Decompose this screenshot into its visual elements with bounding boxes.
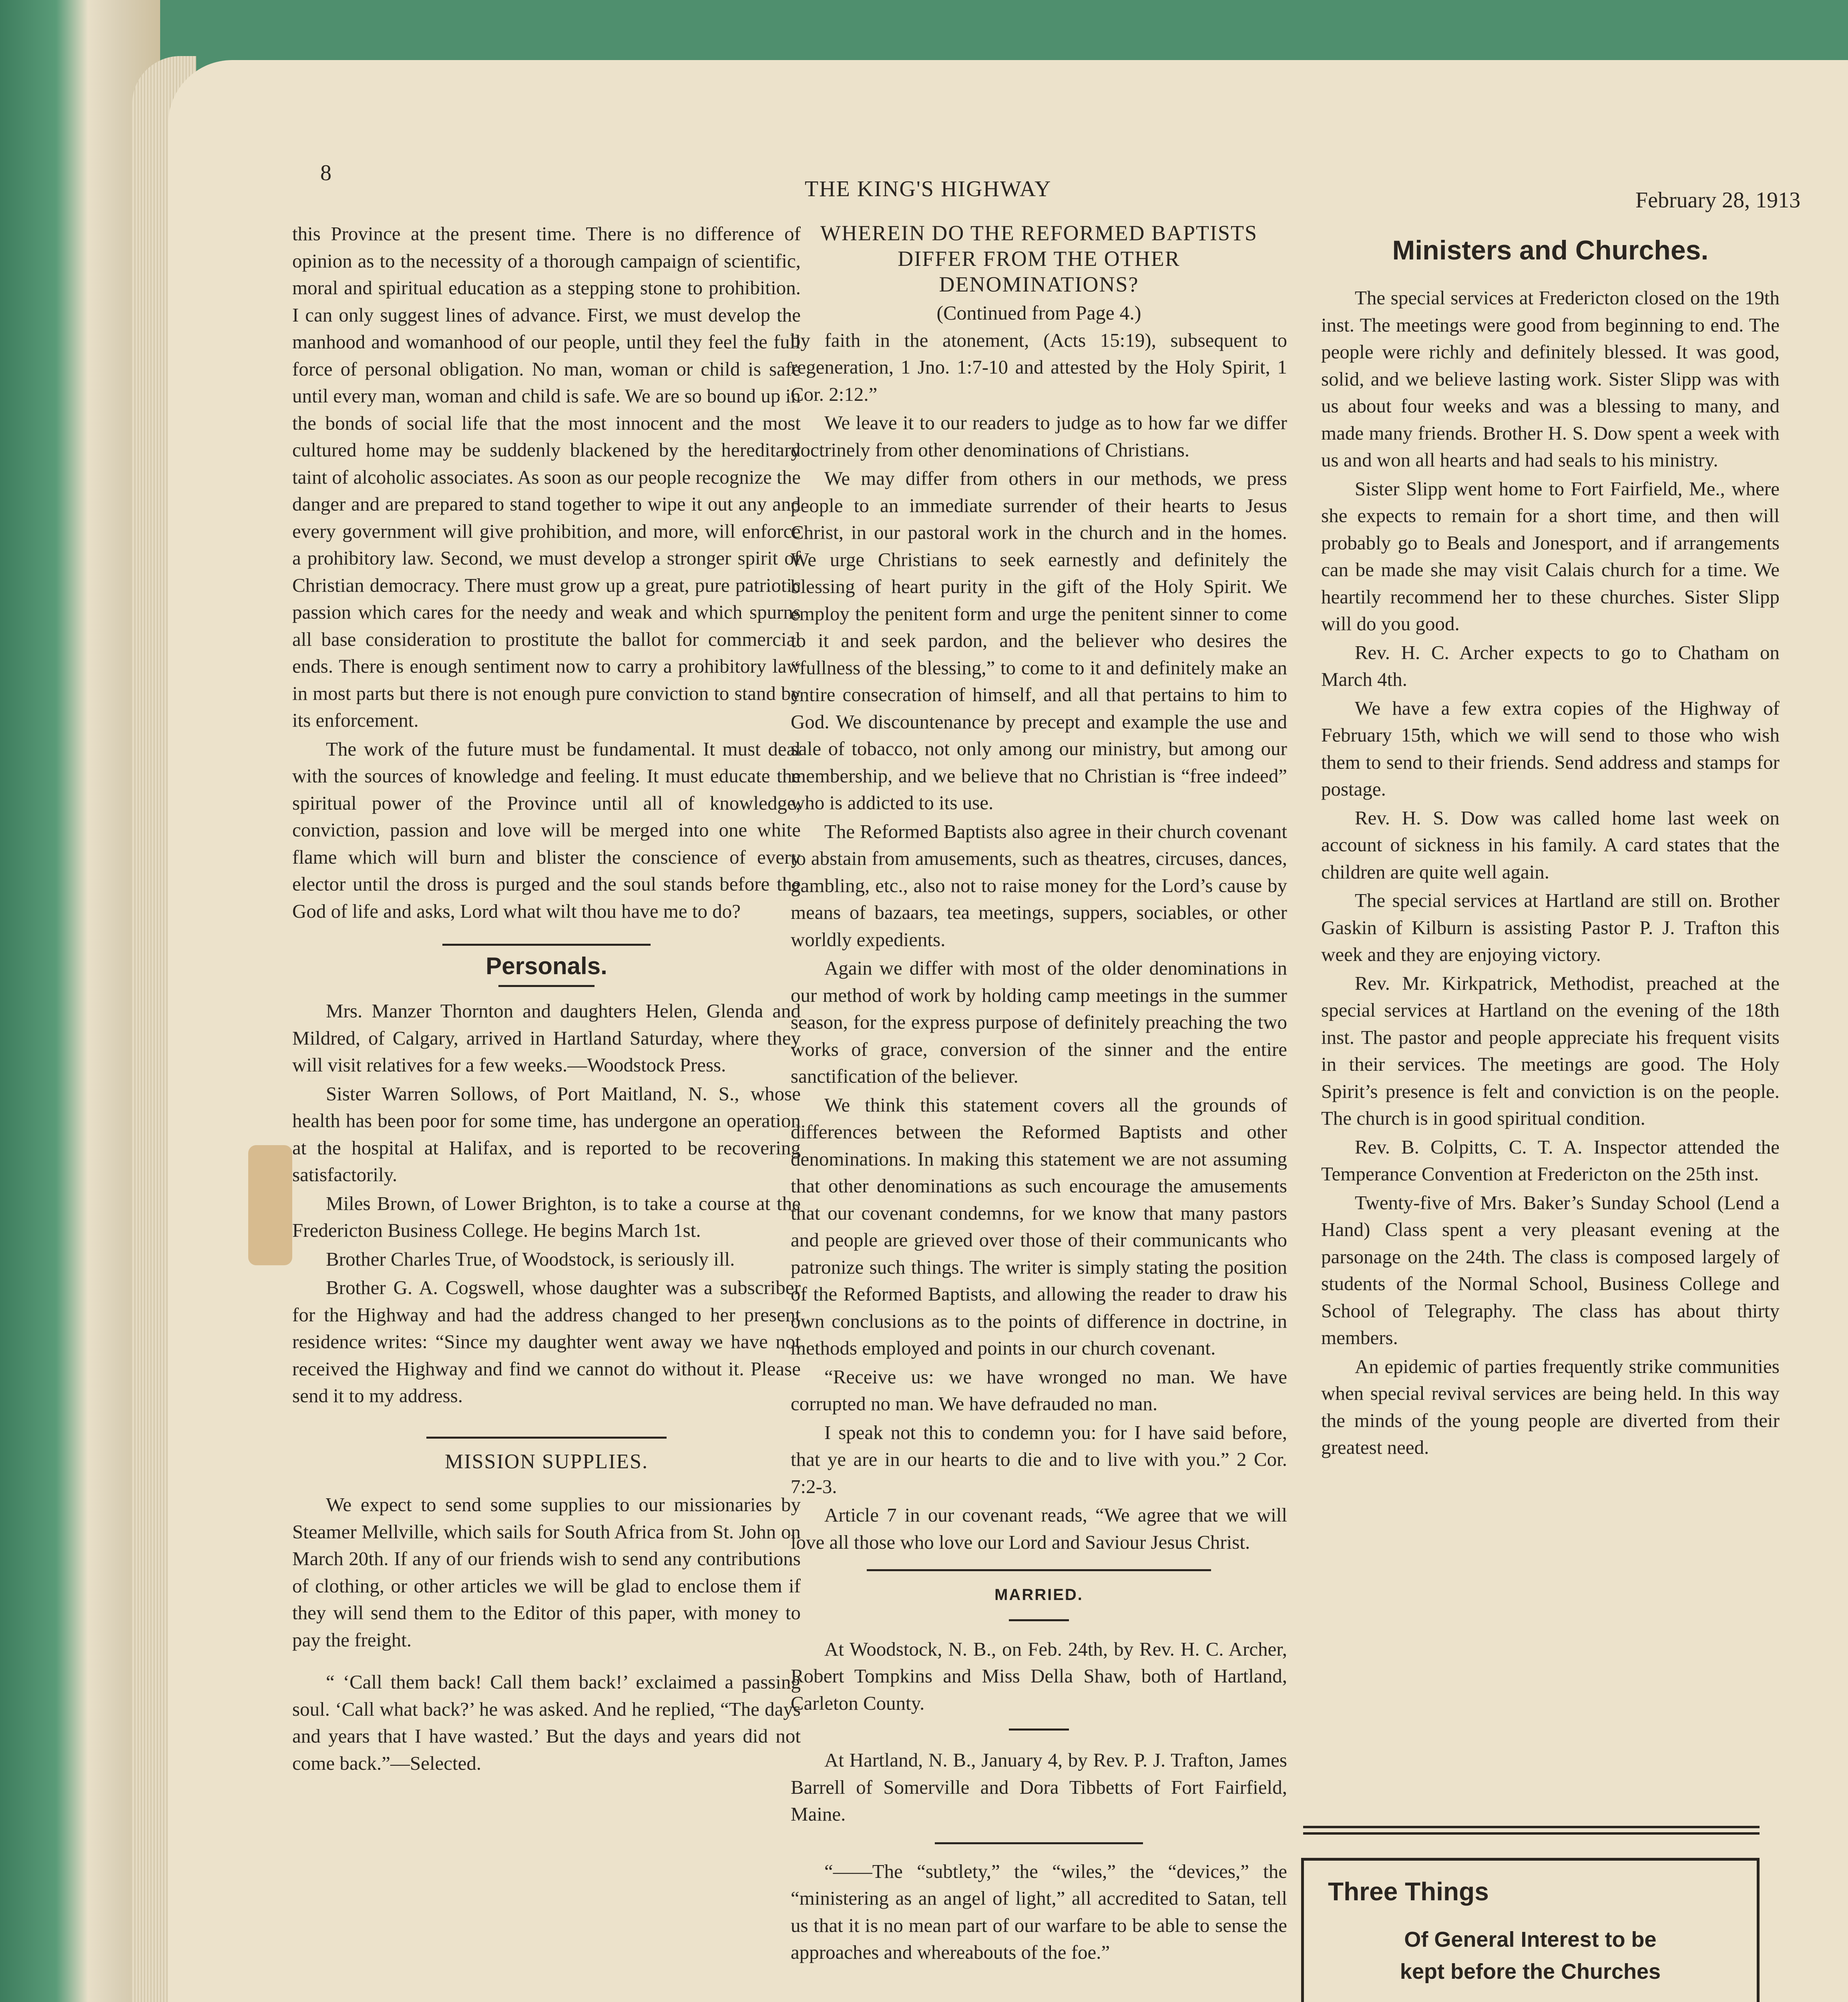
section-title-ministers-churches: Ministers and Churches. [1392,235,1709,265]
divider [1009,1619,1069,1621]
news-item: Rev. Mr. Kirkpatrick, Methodist, preached at the special services at Hartland on the evening of the 18th inst. The pastor and people appreciate his frequent visits in their services. The meetings are good. The Holy Spirit’s presence is felt and conviction is on the people. The church is in good spiritual condition. [1321,972,1780,1129]
news-item: Twenty-five of Mrs. Baker’s Sunday School (Lend a Hand) Class spent a very pleasant evening at the parsonage on the 24th. The class is composed largely of students of the Normal School, Business College and School of Telegraphy. The class has about thirty members. [1321,1191,1780,1349]
article-text: Again we differ with most of the older denominations in our method of work by holding camp meetings in the summer season, for the express purpose of definitely preaching the two works of grace, conversion of the sinner and the entire sanctification of the believer. [791,957,1287,1087]
news-item: Rev. B. Colpitts, C. T. A. Inspector attended the Temperance Convention at Fredericton on the 25th inst. [1321,1136,1780,1185]
page-number: 8 [320,161,332,185]
news-item: An epidemic of parties frequently strike communities when special revival services are being held. In this way the minds of the young people are diverted from their greatest need. [1321,1355,1780,1458]
news-item: Rev. H. C. Archer expects to go to Chatham on March 4th. [1321,641,1780,690]
section-title-personals: Personals. [486,953,607,979]
article-text: by faith in the atonement, (Acts 15:19), subsequent to regeneration, 1 Jno. 1:7-10 and attested by the Holy Spirit, 1 Cor. 2:12.” [791,329,1287,405]
news-item: The special services at Fredericton closed on the 19th inst. The meetings were good from beginning to end. The people were richly and definitely blessed. It was good, solid, and we believe lasting work. Sister Slipp was with us about four weeks and was a blessing to many, and made many friends. Brother H. S. Dow spent a week with us and won all hearts and had seals to his ministry. [1321,287,1780,471]
continued-note: (Continued from Page 4.) [936,302,1141,324]
marriage-notice: At Hartland, N. B., January 4, by Rev. P. J. Trafton, James Barrell of Somerville and Dora Tibbetts of Fort Fairfield, Maine. [791,1749,1287,1825]
divider [935,1842,1143,1844]
article-text: We may differ from others in our methods, we press people to an immediate surrender of their hearts to Jesus Christ, in our pastoral work in the church and in the homes. We urge Christians to seek earnestly and definitely the blessing of heart purity in the gift of the Holy Spirit. We employ the penitent form and urge the penitent sinner to come to it and seek pardon, and the believer who desires the “fullness of the blessing,” to come to it and definitely make an entire consecration of himself, and all that pertains to him to God. We discountenance by precept and example the use and sale of tobacco, not only among our ministry, but among our membership, and we believe that no Christian is “free indeed” who is addicted to its use. [791,467,1287,814]
quote-text: “——The “subtlety,” the “wiles,” the “devices,” the “ministering as an angel of light,” all accredited to Satan, tell us that it is no mean part of our warfare to be able to sense the approaches and whereabouts of the foe.” [791,1860,1287,1963]
article-text: We think this statement covers all the grounds of differences between the Reformed Baptists and other denominations. In making this statement we are not assuming that other denominations as such encourage the amusements that our covenant condemns, for we know that many pastors and people are grieved over those of their communicants who patronize such things. The writer is simply stating the position of the Reformed Baptists, and allowing the reader to draw his own conclusions as to the points of difference in doctrine, in methods employed and points in our church covenant. [791,1093,1287,1359]
quote-text: “ ‘Call them back! Call them back!’ exclaimed a passing soul. ‘Call what back?’ he was asked. And he replied, “The days and years that I have wasted.’ But the days and years did not come back.”—Selected. [292,1671,801,1774]
news-item: Mrs. Manzer Thornton and daughters Helen, Glenda and Mildred, of Calgary, arrived in Hartland Saturday, where they will visit relatives for a few weeks.—Woodstock Press. [292,1000,801,1076]
article-text: The work of the future must be fundamental. It must deal with the sources of knowledge and feeling. It must educate the spiritual power of the Province until all of knowledge, conviction, passion and love will be merged into one white flame which will burn and blister the conscience of every elector until the dross is purged and the soul stands before the God of life and asks, Lord what wilt thou have me to do? [292,738,801,922]
divider [442,944,651,946]
column-3 [1321,220,1780,1461]
ad-subheading: Of General Interest to be [1404,1928,1657,1952]
ad-subheading: kept before the Churches [1400,1960,1661,1984]
issue-date: February 28, 1913 [1635,188,1801,213]
news-item: Miles Brown, of Lower Brighton, is to take a course at the Fredericton Business College. He begins March 1st. [292,1192,801,1241]
marriage-notice: At Woodstock, N. B., on Feb. 24th, by Rev. H. C. Archer, Robert Tompkins and Miss Della Shaw, both of Hartland, Carleton County. [791,1638,1287,1714]
article-text: We leave it to our readers to judge as to how far we differ doctrinely from other denominations of Christians. [791,412,1287,461]
tape-stain [248,1145,292,1265]
section-title-married: MARRIED. [994,1586,1083,1604]
newspaper-title: THE KING'S HIGHWAY [805,177,1052,201]
article-text: The Reformed Baptists also agree in their church covenant to abstain from amusements, such as theatres, circuses, dances, gambling, etc., also not to raise money for the Lord’s cause by means of bazaars, tea meetings, suppers, sociables, or other worldly expedients. [791,820,1287,951]
section-title-mission-supplies: MISSION SUPPLIES. [445,1450,648,1473]
news-item: Rev. H. S. Dow was called home last week on account of sickness in his family. A card states that the children are quite well again. [1321,806,1780,883]
advertisement-box [1301,1858,1760,2002]
ad-heading: Three Things [1328,1877,1489,1906]
news-item: Brother G. A. Cogswell, whose daughter was a subscriber for the Highway and had the address changed to her present residence writes: “Since my daughter went away we have not received the Highway and find we cannot do without it. Please send it to my address. [292,1276,801,1407]
news-item: Sister Slipp went home to Fort Fairfield, Me., where she expects to remain for a short time, and then will probably go to Beals and Jonesport, and if arrangements can be made she may visit Calais church for a time. We heartily recommend her to these churches. Sister Slipp will do you good. [1321,477,1780,635]
news-item: Sister Warren Sollows, of Port Maitland, N. S., whose health has been poor for some time, has undergone an operation at the hospital at Halifax, and is reported to be recovering satisfactorily. [292,1082,801,1186]
article-text: Article 7 in our covenant reads, “We agree that we will love all those who love our Lord and Saviour Jesus Christ. [791,1504,1287,1553]
article-text: We expect to send some supplies to our missionaries by Steamer Mellville, which sails for South Africa from St. John on March 20th. If any of our friends wish to send any contributions of clothing, or other articles we will be glad to enclose them if they will send them to the Editor of this paper, with money to pay the freight. [292,1493,801,1651]
divider [867,1569,1211,1571]
article-text: “Receive us: we have wronged no man. We have corrupted no man. We have defrauded no man. [791,1365,1287,1415]
divider [1009,1729,1069,1731]
article-text: I speak not this to condemn you: for I have said before, that ye are in our hearts to die and to live with you.” 2 Cor. 7:2-3. [791,1421,1287,1497]
column-1 [292,220,801,1777]
news-item: Brother Charles True, of Woodstock, is seriously ill. [326,1248,735,1270]
news-item: The special services at Hartland are still on. Brother Gaskin of Kilburn is assisting Pastor P. J. Trafton this week and they are enjoying victory. [1321,889,1780,965]
article-headline: WHEREIN DO THE REFORMED BAPTISTS DIFFER FROM THE OTHER DENOMINATIONS? [820,221,1258,296]
news-item: We have a few extra copies of the Highway of February 15th, which we will send to those who wish them to send to their friends. Send address and stamps for postage. [1321,697,1780,800]
double-rule [1303,1826,1760,1835]
article-text: this Province at the present time. There is no difference of opinion as to the necessity of a thorough campaign of scientific, moral and spiritual education as a stepping stone to prohibition. I can only suggest lines of advance. First, we must develop the manhood and womanhood of our people, until they feel the full force of personal obligation. No man, woman or child is safe until every man, woman and child is safe. We are so bound up in the bonds of social life that the most innocent and the most cultured home may be suddenly blackened by the hereditary taint of alcoholic associates. As soon as our people recognize the danger and are prepared to stand together to wipe it out any and every government will give prohibition, and more, will enforce a prohibitory law. Second, we must develop a stronger spirit of Christian democracy. There must grow up a great, pure patriotic passion which cares for the needy and weak and which spurns all base consideration to prostitute the ballot for commercial ends. There is enough sentiment now to carry a prohibitory law in most parts but there is not enough pure conviction to stand by its enforcement. [292,223,801,731]
column-2 [791,220,1287,1966]
divider [498,985,595,987]
divider [426,1437,667,1439]
